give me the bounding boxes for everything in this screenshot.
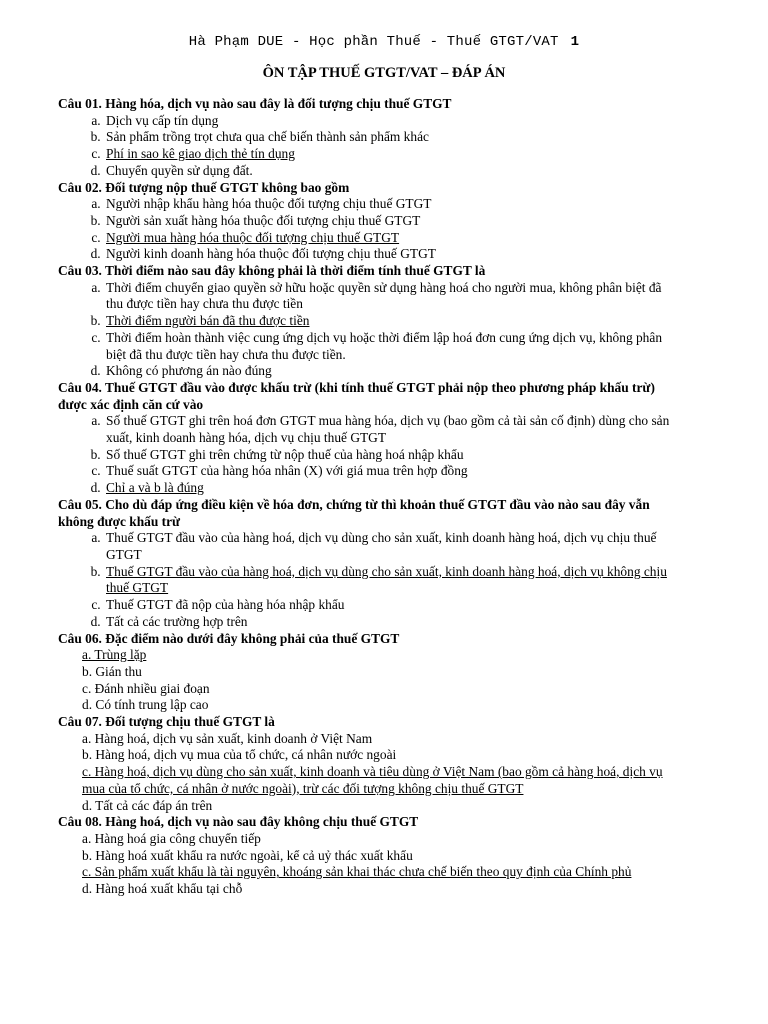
option-b: b. Sản phẩm trồng trọt chưa qua chế biến thành sản phẩm khác [104, 129, 678, 146]
option-list [58, 647, 678, 714]
question-stem: Câu 03. Thời điểm nào sau đây không phải là thời điểm tính thuế GTGT là [58, 263, 486, 279]
option-a: a. Người nhập khẩu hàng hóa thuộc đối tượng chịu thuế GTGT [104, 196, 678, 213]
correct-option: d. Chỉ a và b là đúng [104, 480, 678, 497]
option-list [58, 731, 678, 815]
correct-option: b. Thuế GTGT đầu vào của hàng hoá, dịch vụ dùng cho sản xuất, kinh doanh hàng hoá, dịch vụ không chịu thuế GTGT [104, 564, 678, 597]
question-stem: Câu 05. Cho dù đáp ứng điều kiện về hóa đơn, chứng từ thì khoản thuế GTGT đầu vào nào sau đây vẫn không được khấu trừ [58, 496, 650, 529]
correct-option: c. Người mua hàng hóa thuộc đối tượng chịu thuế GTGT [104, 230, 678, 247]
question-list [58, 96, 678, 898]
option-a: a. Hàng hoá, dịch vụ sản xuất, kinh doanh ở Việt Nam [82, 730, 373, 746]
option-list [58, 530, 678, 630]
option-list [58, 831, 678, 898]
option-d: d. Không có phương án nào đúng [104, 363, 678, 380]
option-d: d. Có tính trung lập cao [82, 697, 209, 713]
option-b: b. Hàng hoá xuất khẩu ra nước ngoài, kể cả uỷ thác xuất khẩu [82, 847, 413, 863]
option-d: d. Hàng hoá xuất khẩu tại chỗ [82, 881, 243, 897]
option-list [58, 196, 678, 263]
option-a: a. Hàng hoá gia công chuyển tiếp [82, 830, 261, 846]
question-stem: Câu 01. Hàng hóa, dịch vụ nào sau đây là đối tượng chịu thuế GTGT [58, 96, 452, 111]
running-header [0, 34, 768, 50]
option-a: a. Dịch vụ cấp tín dụng [104, 113, 678, 130]
correct-option: c. Sản phẩm xuất khẩu là tài nguyên, khoáng sản khai thác chưa chế biến theo quy định của Chính phủ [82, 864, 632, 880]
header-text: Hà Phạm DUE - Học phần Thuế - Thuế GTGT/VAT [188, 34, 559, 50]
option-b: b. Gián thu [82, 663, 142, 679]
option-c: c. Đánh nhiều giai đoạn [82, 680, 210, 696]
option-list [58, 113, 678, 180]
question-stem: Câu 04. Thuế GTGT đầu vào được khấu trừ (khi tính thuế GTGT phải nộp theo phương pháp khấu trừ) được xác định căn cứ vào [58, 379, 655, 412]
page-number: 1 [570, 34, 580, 50]
option-a: a. Thời điểm chuyển giao quyền sở hữu hoặc quyền sử dụng hàng hoá cho người mua, không phân biệt đã thu được tiền hay chưa thu được tiền [104, 280, 678, 313]
option-c: c. Thời điểm hoàn thành việc cung ứng dịch vụ hoặc thời điểm lập hoá đơn cung ứng dịch vụ, không phân biệt đã thu được tiền hay chưa thu được tiền. [104, 330, 678, 363]
correct-option: a. Trùng lặp [82, 647, 147, 663]
option-d: d. Người kinh doanh hàng hóa thuộc đối tượng chịu thuế GTGT [104, 246, 678, 263]
question-stem: Câu 08. Hàng hoá, dịch vụ nào sau đây không chịu thuế GTGT [58, 814, 419, 830]
option-b: b. Hàng hoá, dịch vụ mua của tổ chức, cá nhân nước ngoài [82, 747, 397, 763]
option-c: c. Thuế suất GTGT của hàng hóa nhân (X) với giá mua trên hợp đồng [104, 463, 678, 480]
question-stem: Câu 02. Đối tượng nộp thuế GTGT không bao gồm [58, 179, 350, 195]
option-a: a. Thuế GTGT đầu vào của hàng hoá, dịch vụ dùng cho sản xuất, kinh doanh hàng hoá, dịch vụ chịu thuế GTGT [104, 530, 678, 563]
option-b: b. Số thuế GTGT ghi trên chứng từ nộp thuế của hàng hoá nhập khẩu [104, 447, 678, 464]
correct-option: b. Thời điểm người bán đã thu được tiền [104, 313, 678, 330]
option-list [58, 413, 678, 497]
option-c: c. Thuế GTGT đã nộp của hàng hóa nhập khẩu [104, 597, 678, 614]
option-a: a. Số thuế GTGT ghi trên hoá đơn GTGT mua hàng hóa, dịch vụ (bao gồm cả tài sản cố định) dùng cho sản xuất, kinh doanh hàng hóa, dịch vụ chịu thuế GTGT [104, 413, 678, 446]
question-stem: Câu 06. Đặc điểm nào dưới đây không phải của thuế GTGT [58, 630, 400, 646]
correct-option: c. Phí in sao kê giao dịch thẻ tín dụng [104, 146, 678, 163]
option-list [58, 280, 678, 380]
option-d: d. Chuyển quyền sử dụng đất. [104, 163, 678, 180]
option-d: d. Tất cả các đáp án trên [82, 797, 213, 813]
document-title: ÔN TẬP THUẾ GTGT/VAT – ĐÁP ÁN [262, 65, 506, 81]
option-b: b. Người sản xuất hàng hóa thuộc đối tượng chịu thuế GTGT [104, 213, 678, 230]
correct-option: c. Hàng hoá, dịch vụ dùng cho sản xuất, kinh doanh và tiêu dùng ở Việt Nam (bao gồm cả hàng hoá, dịch vụ mua của tổ chức, cá nhân ở nước ngoài), trừ các đối tượng không chịu thuế GTGT [82, 764, 663, 796]
question-stem: Câu 07. Đối tượng chịu thuế GTGT là [58, 714, 275, 730]
option-d: d. Tất cả các trường hợp trên [104, 614, 678, 631]
